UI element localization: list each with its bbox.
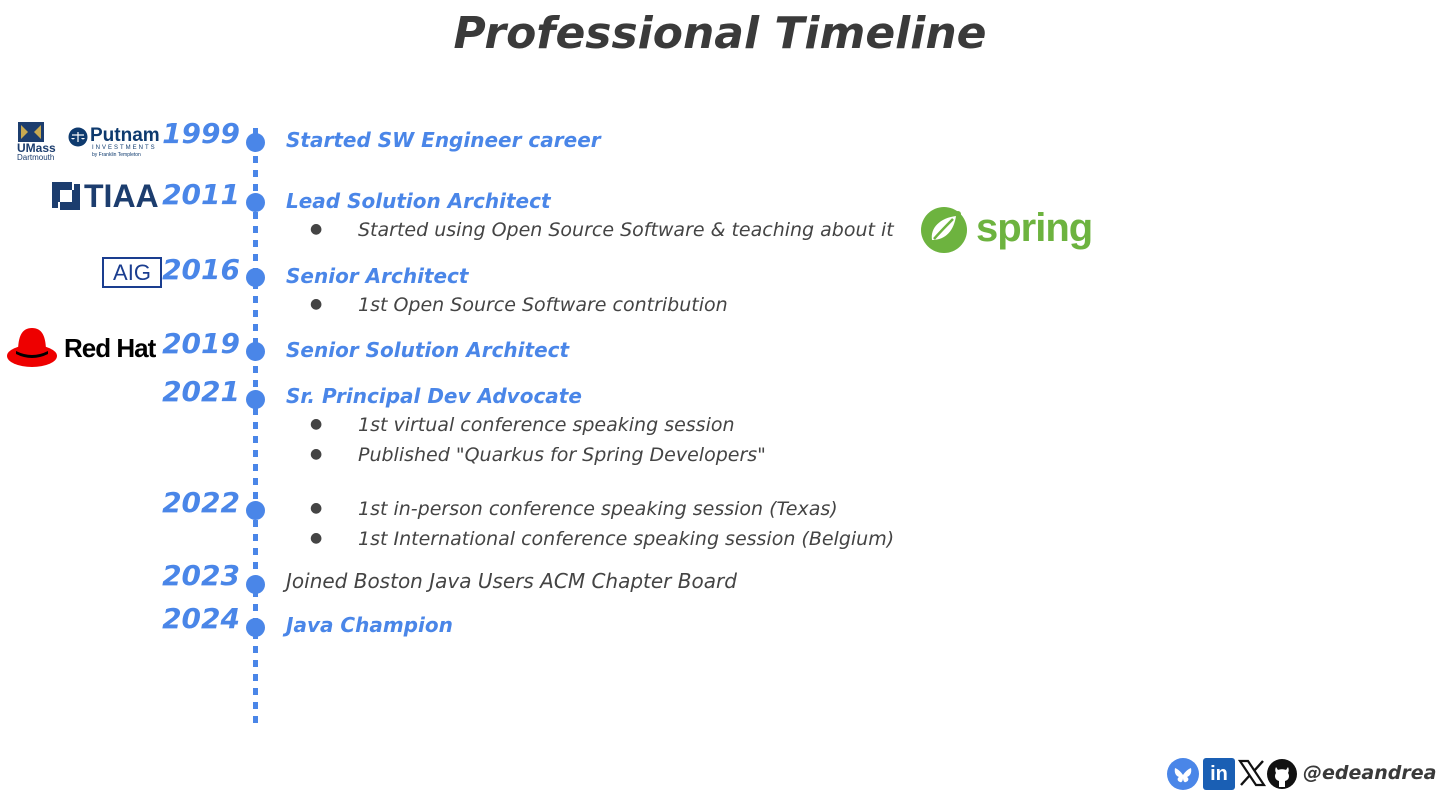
year-2011: 2011 bbox=[162, 178, 240, 211]
redhat-logo bbox=[6, 326, 168, 370]
bullet-2016-1: ● 1st Open Source Software contribution bbox=[358, 296, 728, 315]
bullet-2011-1: ● Started using Open Source Software & teaching about it bbox=[358, 221, 894, 240]
timeline-dot-1999 bbox=[246, 133, 265, 152]
putnam-scale-icon bbox=[68, 127, 88, 147]
timeline-dot-2024 bbox=[246, 618, 265, 637]
aig-name: AIG bbox=[113, 259, 151, 285]
social-handle[interactable]: @edeandrea bbox=[1303, 762, 1437, 784]
role-2019: Senior Solution Architect bbox=[286, 338, 570, 362]
linkedin-icon[interactable] bbox=[1203, 758, 1235, 790]
timeline-dot-2019 bbox=[246, 342, 265, 361]
spring-leaf-icon bbox=[920, 206, 968, 254]
timeline-dot-2016 bbox=[246, 268, 265, 287]
putnam-name: Putnam bbox=[90, 125, 160, 146]
page-title: Professional Timeline bbox=[453, 8, 987, 59]
role-2021: Sr. Principal Dev Advocate bbox=[286, 384, 582, 408]
redhat-fedora-icon bbox=[6, 326, 58, 370]
umass-line2: Dartmouth bbox=[17, 153, 55, 162]
putnam-sub: INVESTMENTS bbox=[92, 145, 157, 151]
putnam-tag: by Franklin Templeton bbox=[92, 152, 141, 158]
bullet-2022-2: ● 1st International conference speaking session (Belgium) bbox=[358, 530, 894, 549]
spring-name: spring bbox=[976, 206, 1093, 250]
tiaa-name: TIAA bbox=[84, 178, 159, 214]
timeline-dot-2021 bbox=[246, 390, 265, 409]
umass-dartmouth-logo bbox=[16, 122, 64, 162]
tiaa-mark-icon bbox=[52, 182, 80, 210]
timeline-dot-2022 bbox=[246, 501, 265, 520]
putnam-logo bbox=[68, 126, 164, 162]
bluesky-icon[interactable] bbox=[1167, 758, 1199, 790]
text-2023: Joined Boston Java Users ACM Chapter Board bbox=[286, 569, 737, 593]
role-2016: Senior Architect bbox=[286, 264, 469, 288]
linkedin-glyph: in bbox=[1210, 763, 1228, 785]
timeline-dot-2011 bbox=[246, 193, 265, 212]
role-1999: Started SW Engineer career bbox=[286, 128, 601, 152]
year-2021: 2021 bbox=[162, 375, 240, 408]
year-2016: 2016 bbox=[162, 253, 240, 286]
github-icon[interactable] bbox=[1266, 758, 1298, 790]
redhat-name: Red Hat bbox=[64, 333, 156, 363]
bullet-2021-1: ● 1st virtual conference speaking session bbox=[358, 416, 735, 435]
year-2024: 2024 bbox=[162, 602, 240, 635]
timeline-dot-2023 bbox=[246, 575, 265, 594]
spring-logo bbox=[920, 206, 1100, 256]
umass-line1: UMass bbox=[17, 141, 56, 155]
role-2011: Lead Solution Architect bbox=[286, 189, 551, 213]
year-2019: 2019 bbox=[162, 327, 240, 360]
aig-logo bbox=[102, 257, 162, 288]
bullet-2021-2: ● Published "Quarkus for Spring Developers" bbox=[358, 446, 766, 465]
year-2022: 2022 bbox=[162, 486, 240, 519]
year-1999: 1999 bbox=[162, 117, 240, 150]
tiaa-logo bbox=[52, 178, 162, 214]
year-2023: 2023 bbox=[162, 559, 240, 592]
x-icon[interactable] bbox=[1237, 758, 1269, 790]
bullet-2022-1: ● 1st in-person conference speaking session (Texas) bbox=[358, 500, 838, 519]
role-2024: Java Champion bbox=[286, 613, 453, 637]
umass-mark-icon bbox=[18, 122, 44, 142]
